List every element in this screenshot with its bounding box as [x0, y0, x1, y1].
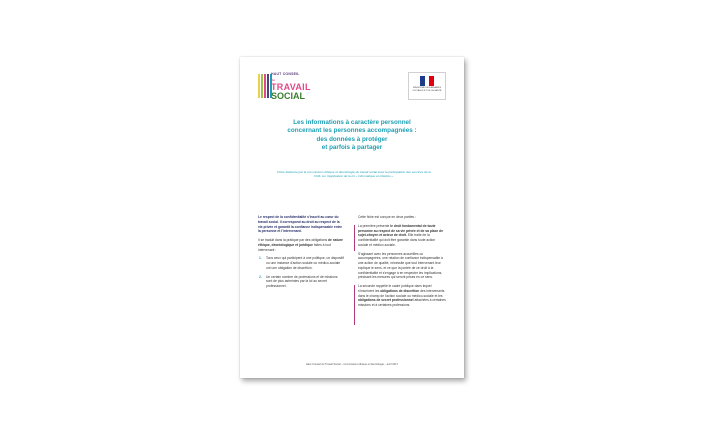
logo-bar — [261, 74, 263, 98]
right-paragraph-1 — [358, 224, 446, 248]
marianne-logo — [408, 72, 446, 100]
right-paragraph-3 — [358, 284, 446, 308]
accent-bar — [354, 285, 355, 325]
logo-mid-text: du — [271, 77, 275, 82]
title-line: des données à protéger — [316, 135, 388, 143]
p3-text-after: attachées à certaines missions et à certaines professions. — [358, 298, 446, 308]
p1-text-after: Elle traite de la confidentialité qui doit être garantie dans toute action sociale et médico-sociale. — [358, 233, 436, 247]
logo-wordmark — [271, 73, 311, 101]
list-item: 1. Tous ceux qui participent à une politique, un dispositif ou une instance d'action sociale ou médico-sociale ont une obligation de discrétion. — [266, 256, 344, 270]
logo-bar — [258, 74, 260, 98]
p1-text: La première présente — [358, 223, 390, 228]
logo-line2: SOCIAL — [271, 90, 306, 101]
french-flag-icon — [420, 76, 434, 86]
logo-line1: TRAVAIL — [271, 81, 311, 92]
document-title — [260, 119, 444, 152]
lead-paragraph: Le respect de la confidentialité s'inscrit au cœur du travail social. Il correspond au droit au respect de la vie privée et garantit la confiance indispensable entre la personne et l'intervenant. — [258, 215, 342, 234]
logo-bar — [267, 74, 269, 98]
flag-red — [429, 76, 434, 86]
logo-bar — [264, 74, 266, 98]
ministry-caption: MINISTÈRE DES AFFAIRES SOCIALES ET DE LA SANTÉ — [412, 87, 442, 92]
p1-bold: le droit fondamental de toute personne au respect de sa vie privée et de sa place de sujet-citoyen et acteur de droit. — [358, 223, 444, 238]
p3-bold-2: obligations de secret professionnel — [358, 298, 414, 303]
document-subtitle: Fiche élaborée par la commission éthique et déontologie du travail social avec la participation des services de la CNIL sur l'application de la loi « Informatique et Libertés ». — [277, 170, 431, 179]
document-page — [240, 57, 464, 378]
right-column — [358, 215, 446, 312]
logo-small-text: HAUT CONSEIL — [271, 72, 300, 76]
p3-text-mid: des intervenants dans le champ de l'action sociale ou médico-sociale et les — [358, 288, 445, 298]
p3-text: La seconde rappelle le cadre juridique dans lequel s'inscrivent les — [358, 284, 432, 293]
intro-text-after: faites à tout intervenant : — [258, 242, 331, 252]
obligations-list — [258, 256, 344, 289]
intro-text: Il se traduit dans la pratique par des obligations — [258, 238, 328, 243]
accent-bar — [354, 225, 355, 251]
logo-color-bars — [258, 74, 272, 98]
hcts-logo — [258, 72, 318, 100]
title-line: concernant les personnes accompagnées : — [287, 127, 417, 135]
title-line: Les informations à caractère personnel — [293, 119, 411, 126]
left-column — [258, 215, 344, 293]
intro-bold: de nature éthique, déontologique et juridique — [258, 238, 343, 247]
title-line: et parfois à partager — [321, 143, 383, 151]
list-item: 2. Un certain nombre de professions et de missions sont de plus astreintes par la loi au secret professionnel. — [266, 275, 344, 289]
intro-paragraph — [258, 238, 344, 252]
right-intro: Cette fiche est conçue en deux parties : — [358, 215, 416, 219]
right-paragraph-2: S'agissant avec les personnes accueillies ou accompagnées, une relation de confiance indispensable à une action de qualité, nécessite que tout intervenant leur explique le sens, et ce que la portée de ce droit à la confidentialité et s'engage à en respecter les implications, précisant les mesures qui seront prises en ce sens. — [358, 251, 443, 280]
p3-bold-1: obligations de discrétion — [380, 288, 420, 293]
page-footer: Haut Conseil du Travail Social – Commission éthique et déontologie – avril 2017 — [305, 363, 399, 366]
